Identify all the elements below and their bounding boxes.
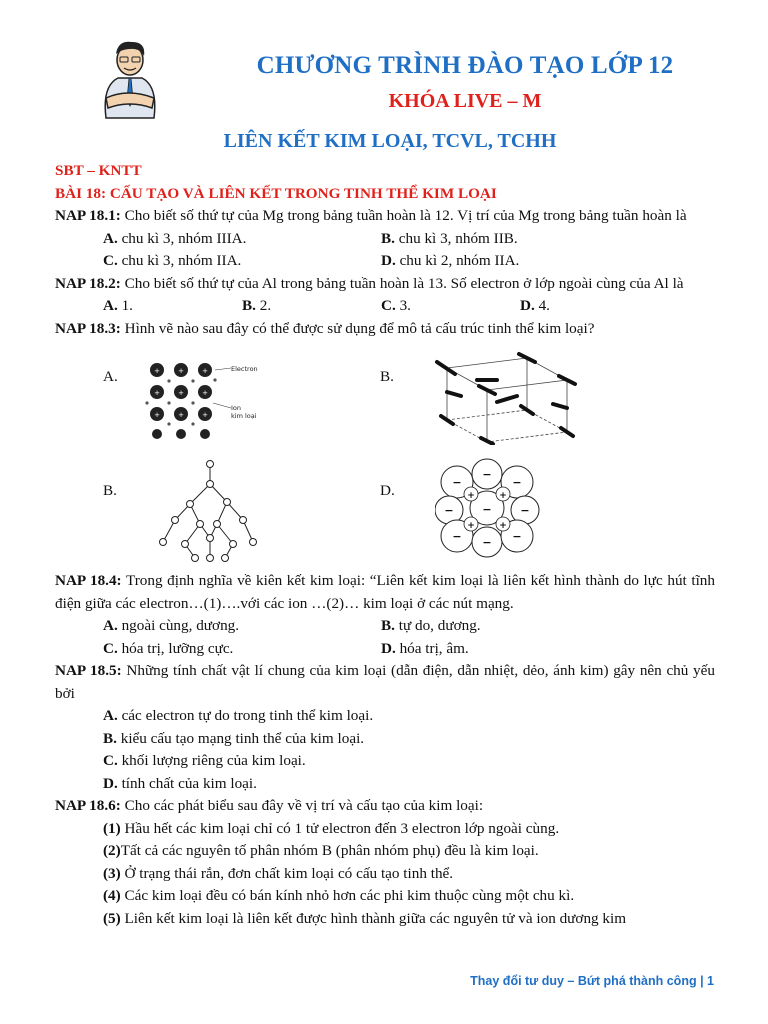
options-row	[55, 638, 715, 661]
program-title: CHƯƠNG TRÌNH ĐÀO TẠO LỚP 12	[256, 52, 674, 79]
question-6: NAP 18.6: Cho các phát biểu sau đây về vị trí và cấu tạo của kim loại:	[55, 797, 484, 814]
svg-text:+: +	[467, 521, 475, 531]
option-b: B. 2.	[242, 297, 272, 314]
question-text: Cho biết số thứ tự của Mg trong bảng tuần hoàn là 12. Vị trí của Mg trong bảng tuần hoàn là	[120, 207, 687, 224]
footer-slogan: Thay đổi tư duy – Bứt phá thành công	[470, 974, 697, 988]
svg-text:Electron: Electron	[231, 365, 258, 373]
svg-text:+: +	[467, 491, 475, 501]
svg-text:−: −	[452, 476, 462, 489]
teacher-mascot-icon	[92, 36, 168, 120]
figure-label-a: A.	[103, 368, 118, 385]
option-c: C. hóa trị, lưỡng cực.	[103, 639, 234, 657]
figure-label-c: B.	[103, 482, 117, 499]
question-label: NAP 18.1:	[55, 207, 121, 224]
svg-text:−: −	[452, 530, 462, 543]
section-heading: SBT – KNTT	[55, 162, 142, 179]
option-c: C. khối lượng riêng của kim loại.	[103, 752, 306, 769]
option-b: B. chu kì 3, nhóm IIB.	[381, 229, 518, 247]
svg-text:+: +	[202, 389, 208, 397]
statement-3: (3) Ở trạng thái rắn, đơn chất kim loại có cấu tạo tinh thể.	[103, 864, 454, 882]
option-d: D. 4.	[520, 297, 550, 314]
question-3: NAP 18.3: Hình vẽ nào sau đây có thể được sử dụng để mô tả cấu trúc tinh thể kim loại?	[55, 319, 595, 337]
figure-label-d: D.	[380, 482, 395, 499]
statement-2: (2)Tất cả các nguyên tố phân nhóm B (phân nhóm phụ) đều là kim loại.	[103, 842, 539, 859]
option-b: B. kiểu cấu tạo mạng tinh thể của kim loại.	[103, 729, 365, 747]
page-footer	[470, 974, 714, 988]
svg-text:+: +	[154, 411, 160, 419]
option-d: D. tính chất của kim loại.	[103, 774, 257, 792]
options-row	[55, 228, 715, 251]
svg-text:−: −	[512, 530, 522, 543]
options-row	[55, 250, 715, 273]
svg-text:−: −	[512, 476, 522, 489]
svg-text:+: +	[499, 491, 507, 501]
svg-text:−: −	[482, 468, 492, 481]
course-title: KHÓA LIVE – M	[388, 90, 542, 112]
option-b: B. tự do, dương.	[381, 617, 481, 634]
svg-text:+: +	[154, 367, 160, 375]
document-body	[55, 160, 715, 930]
question-5: NAP 18.5: Những tính chất vật lí chung của kim loại (dẫn điện, dẫn nhiệt, dẻo, ánh kim) gây nên chủ yếu bởi	[55, 662, 715, 702]
option-c: C. chu kì 3, nhóm IIA.	[103, 252, 242, 269]
option-a: A. chu kì 3, nhóm IIIA.	[103, 229, 247, 247]
svg-text:+: +	[499, 521, 507, 531]
question-1	[55, 205, 715, 228]
options-row	[55, 615, 715, 638]
lesson-heading: BÀI 18: CẤU TẠO VÀ LIÊN KẾT TRONG TINH THỂ KIM LOẠI	[55, 184, 497, 202]
option-d: D. chu kì 2, nhóm IIA.	[381, 252, 520, 269]
svg-text:+: +	[202, 367, 208, 375]
statement-4: (4) Các kim loại đều có bán kính nhỏ hơn các phi kim thuộc cùng một chu kì.	[103, 887, 575, 904]
covalent-network-diagram	[155, 458, 260, 570]
svg-text:+: +	[178, 411, 184, 419]
topic-title: LIÊN KẾT KIM LOẠI, TCVL, TCHH	[223, 130, 557, 152]
question-4: NAP 18.4: Trong định nghĩa về kiên kết kim loại: “Liên kết kim loại là liên kết hình thành do lực hút tĩnh điện giữa các electron…(1)….với các ion …(2)… kim loại ở các nút mạng.	[55, 572, 715, 612]
svg-text:+: +	[154, 389, 160, 397]
page-number: 1	[707, 974, 714, 988]
footer-separator: |	[696, 974, 708, 988]
svg-text:Ion: Ion	[231, 404, 242, 412]
option-c: C. 3.	[381, 297, 411, 314]
svg-text:kim loại: kim loại	[231, 412, 257, 420]
svg-text:+: +	[178, 367, 184, 375]
svg-text:−: −	[444, 504, 454, 517]
option-a: A. ngoài cùng, dương.	[103, 617, 240, 634]
molecular-crystal-diagram	[427, 350, 587, 445]
figures-grid	[55, 340, 715, 570]
statement-1: (1) Hầu hết các kim loại chỉ có 1 tử electron đến 3 electron lớp ngoài cùng.	[103, 819, 560, 837]
statement-5: (5) Liên kết kim loại là liên kết được hình thành giữa các nguyên tử và ion dương kim	[103, 909, 627, 927]
figure-label-b: B.	[380, 368, 394, 385]
ion-lattice-diagram	[145, 358, 275, 440]
options-row	[55, 295, 715, 318]
page-header	[0, 0, 768, 160]
option-a: A. các electron tự do trong tinh thể kim loại.	[103, 707, 374, 724]
option-d: D. hóa trị, âm.	[381, 639, 469, 657]
question-2: NAP 18.2: Cho biết số thứ tự của Al trong bảng tuần hoàn là 13. Số electron ở lớp ngoài cùng của Al là	[55, 274, 684, 292]
svg-text:+: +	[178, 389, 184, 397]
ionic-packing-diagram	[435, 458, 540, 558]
svg-text:+: +	[202, 411, 208, 419]
svg-text:−: −	[482, 536, 492, 549]
svg-text:−: −	[482, 503, 492, 516]
svg-text:−: −	[520, 504, 530, 517]
option-a: A. 1.	[103, 297, 133, 314]
